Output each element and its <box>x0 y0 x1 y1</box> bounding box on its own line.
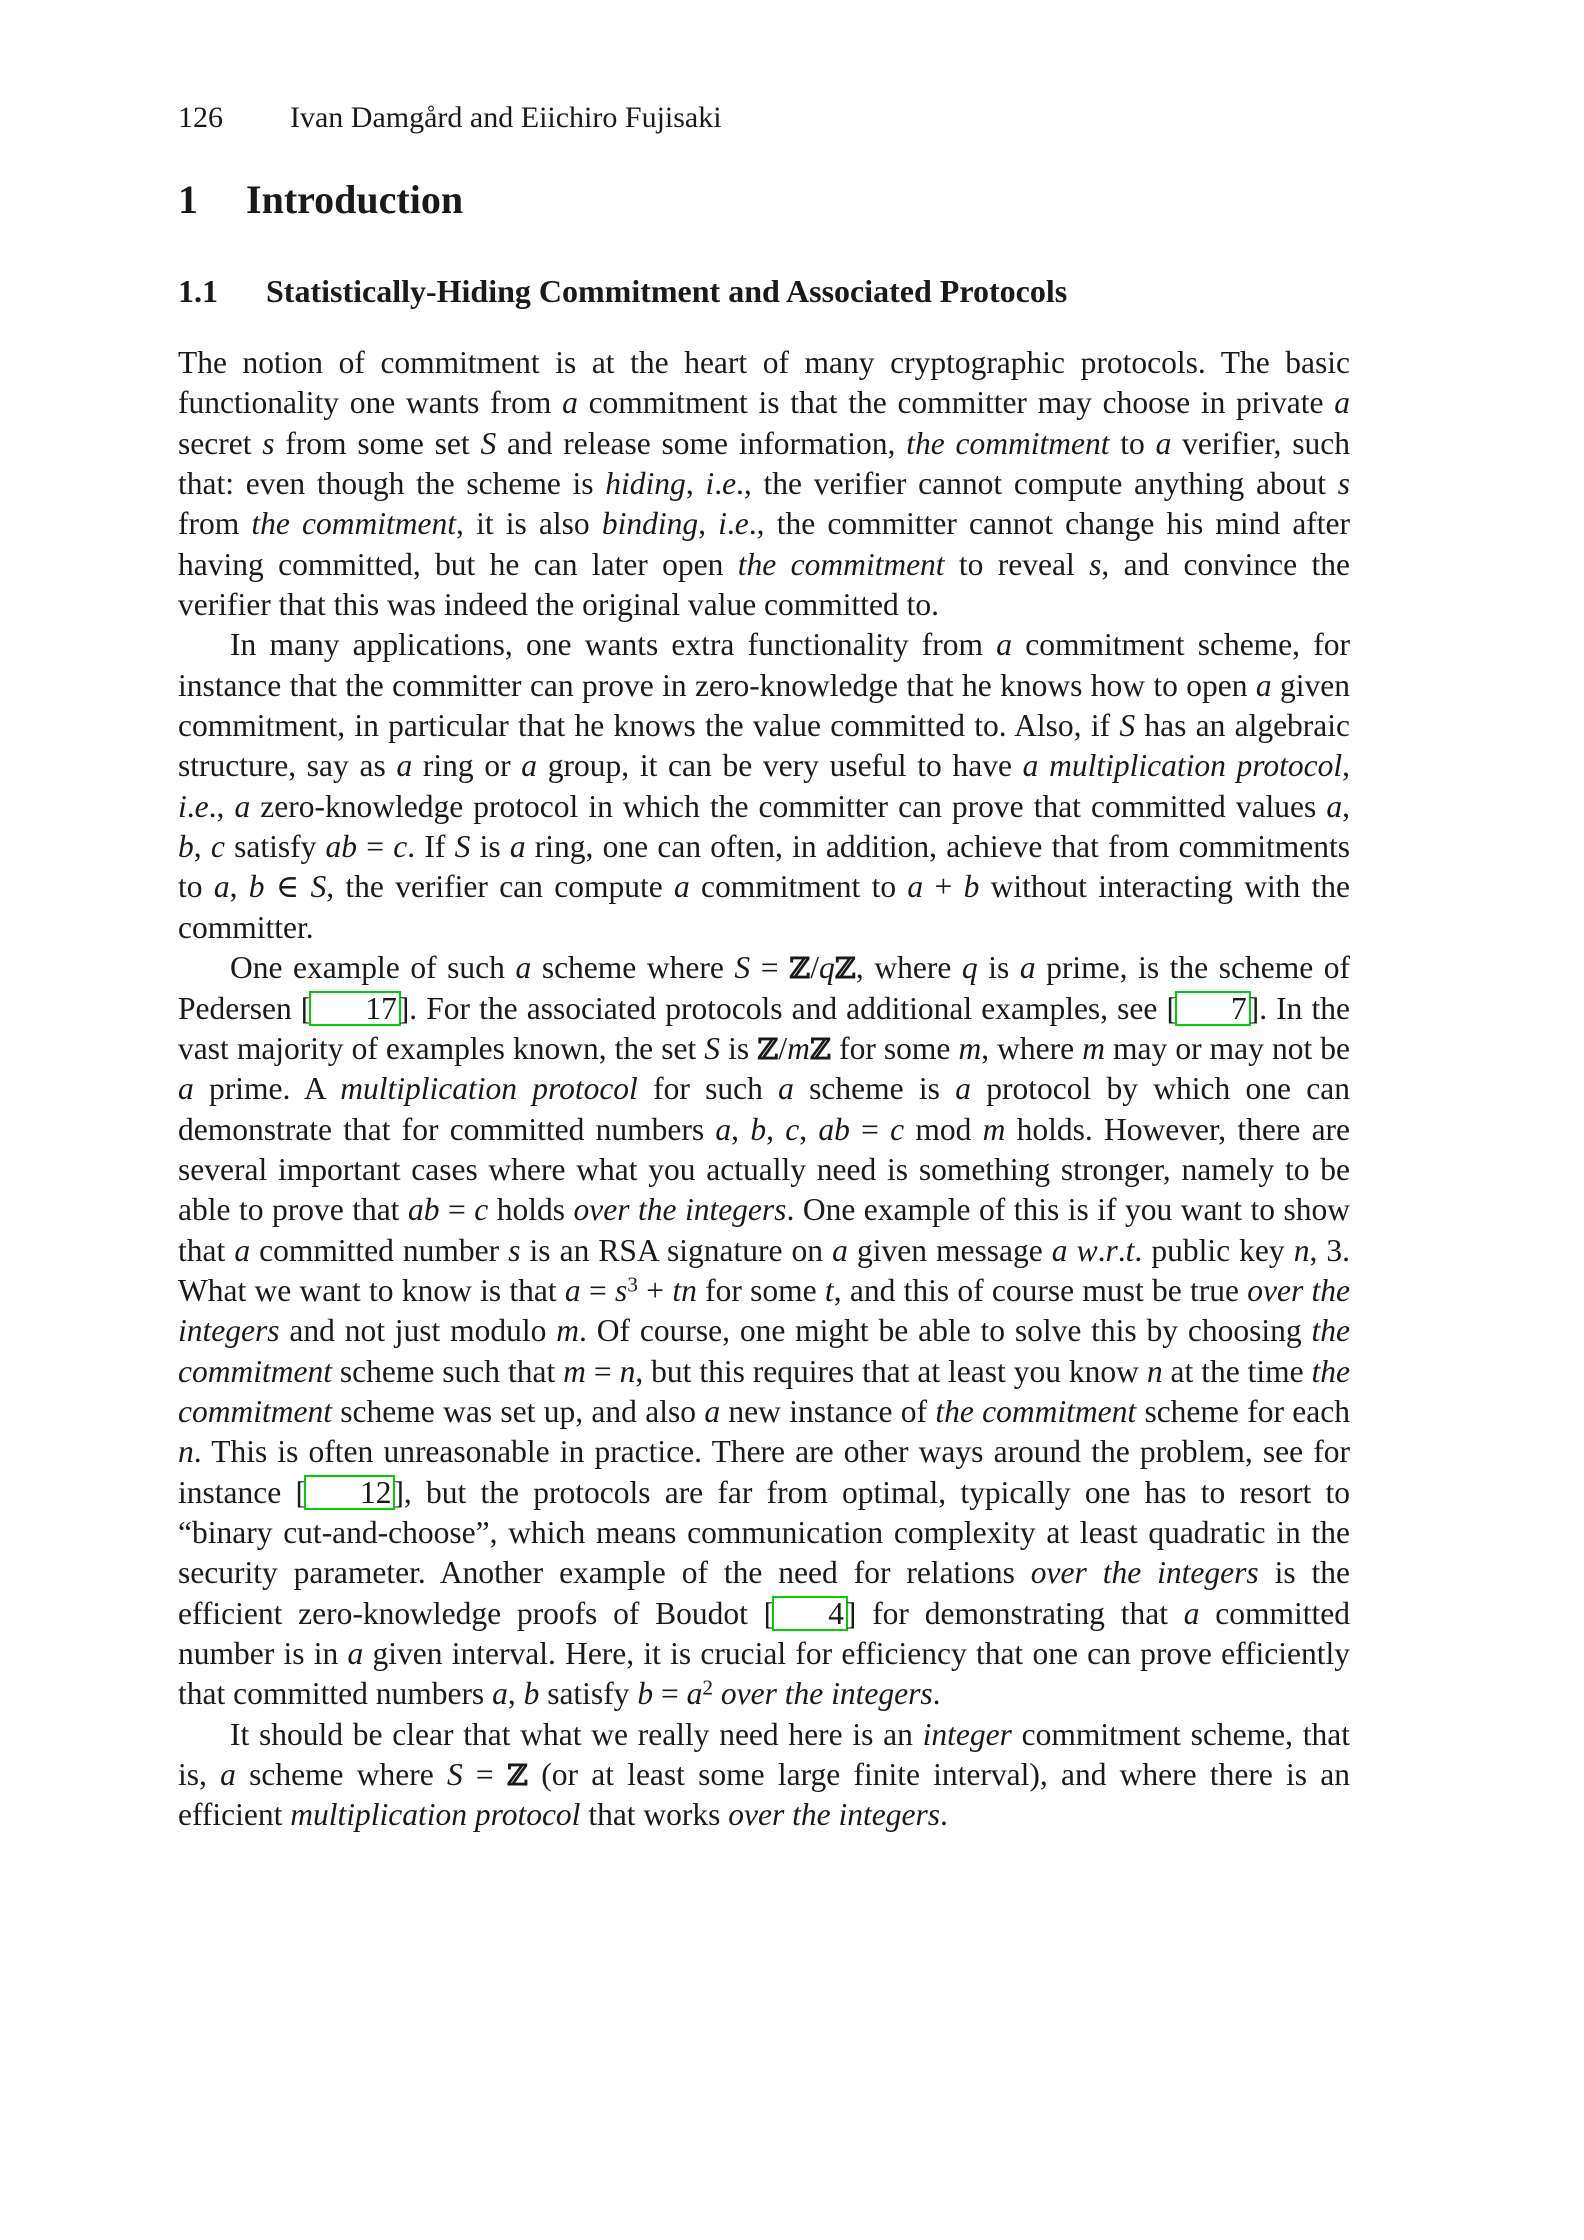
section-title: Introduction <box>246 177 464 222</box>
citation-12[interactable]: 12 <box>306 1477 394 1509</box>
citation-7[interactable]: 7 <box>1177 993 1249 1025</box>
subsection-heading <box>178 270 1067 312</box>
paragraph-2: In many applications, one wants extra functionality from a commitment scheme, for instance that the committer can prove in zero-knowledge that he knows how to open a given commitment, in particular that he knows the value committed to. Also, if S has an algebraic structure, say as a ring or a group, it can be very useful to have a multiplication protocol, i.e., a zero-knowledge protocol in which the committer can prove that committed values a, b, c satisfy ab = c. If S is a ring, one can often, in addition, achieve that from commitments to a, b ∈ S, the verifier can compute a commitment to a + b without interacting with the committer. <box>178 627 1351 945</box>
paragraph-4: It should be clear that what we really need here is an integer commitment scheme, that is, a scheme where S = ℤ (or at least some large finite interval), and where there is an efficient multiplication protocol that works over the integers. <box>178 1716 1350 1833</box>
section-number: 1 <box>178 177 198 222</box>
paragraph-1: The notion of commitment is at the heart of many cryptographic protocols. The basic functionality one wants from a commitment is that the committer may choose in private a secret s from some set S and release some information, the commitment to a verifier, such that: even though the scheme is hiding, i.e., the verifier cannot compute anything about s from the commitment, it is also binding, i.e., the committer cannot change his mind after having committed, but he can later open the commitment to reveal s, and convince the verifier that this was indeed the original value committed to. <box>178 345 1351 623</box>
page-number: 126 <box>178 101 223 134</box>
subsection-title: Statistically-Hiding Commitment and Associated Protocols <box>266 273 1068 309</box>
citation-4[interactable]: 4 <box>774 1598 846 1630</box>
running-header-authors: Ivan Damgård and Eiichiro Fujisaki <box>290 101 722 134</box>
citation-17[interactable]: 17 <box>311 993 399 1025</box>
running-header <box>178 98 722 138</box>
subsection-number: 1.1 <box>178 273 218 309</box>
section-heading <box>178 174 463 226</box>
body-text <box>178 343 1350 1836</box>
paragraph-3: One example of such a scheme where S = ℤ/qℤ, where q is a prime, is the scheme of Pedersen [ 17]. For the associated protocols and additional examples, see [ 7]. In the vast majority of examples known, the set S is ℤ/mℤ for some m, where m may or may not be a prime. A multiplication protocol for such a scheme is a protocol by which one can demonstrate that for committed numbers a, b, c, ab = c mod m holds. However, there are several important cases where what you actually need is something stronger, namely to be able to prove that ab = c holds over the integers. One example of this is if you want to show that a committed number s is an RSA signature on a given message a w.r.t. public key n, 3. What we want to know is that $a = s^3$ + tn for some t, and this of course must be true over the integers and not just modulo m. Of course, one might be able to solve this by choosing the commitment scheme such that m = n, but this requires that at least you know n at the time the commitment scheme was set up, and also a new instance of the commitment scheme for each n. This is often unreasonable in practice. There are other ways around the problem, see for instance [ 12], but the protocols are far from optimal, typically one has to resort to “binary cut-and-choose”, which means communication complexity at least quadratic in the security parameter. Another example of the need for relations over the integers is the efficient zero-knowledge proofs of Boudot [ 4] for demonstrating that a committed number is in a given interval. Here, it is crucial for efficiency that one can prove efficiently that committed numbers a, b satisfy $b = a^2$ over the integers. <box>178 950 1351 1712</box>
